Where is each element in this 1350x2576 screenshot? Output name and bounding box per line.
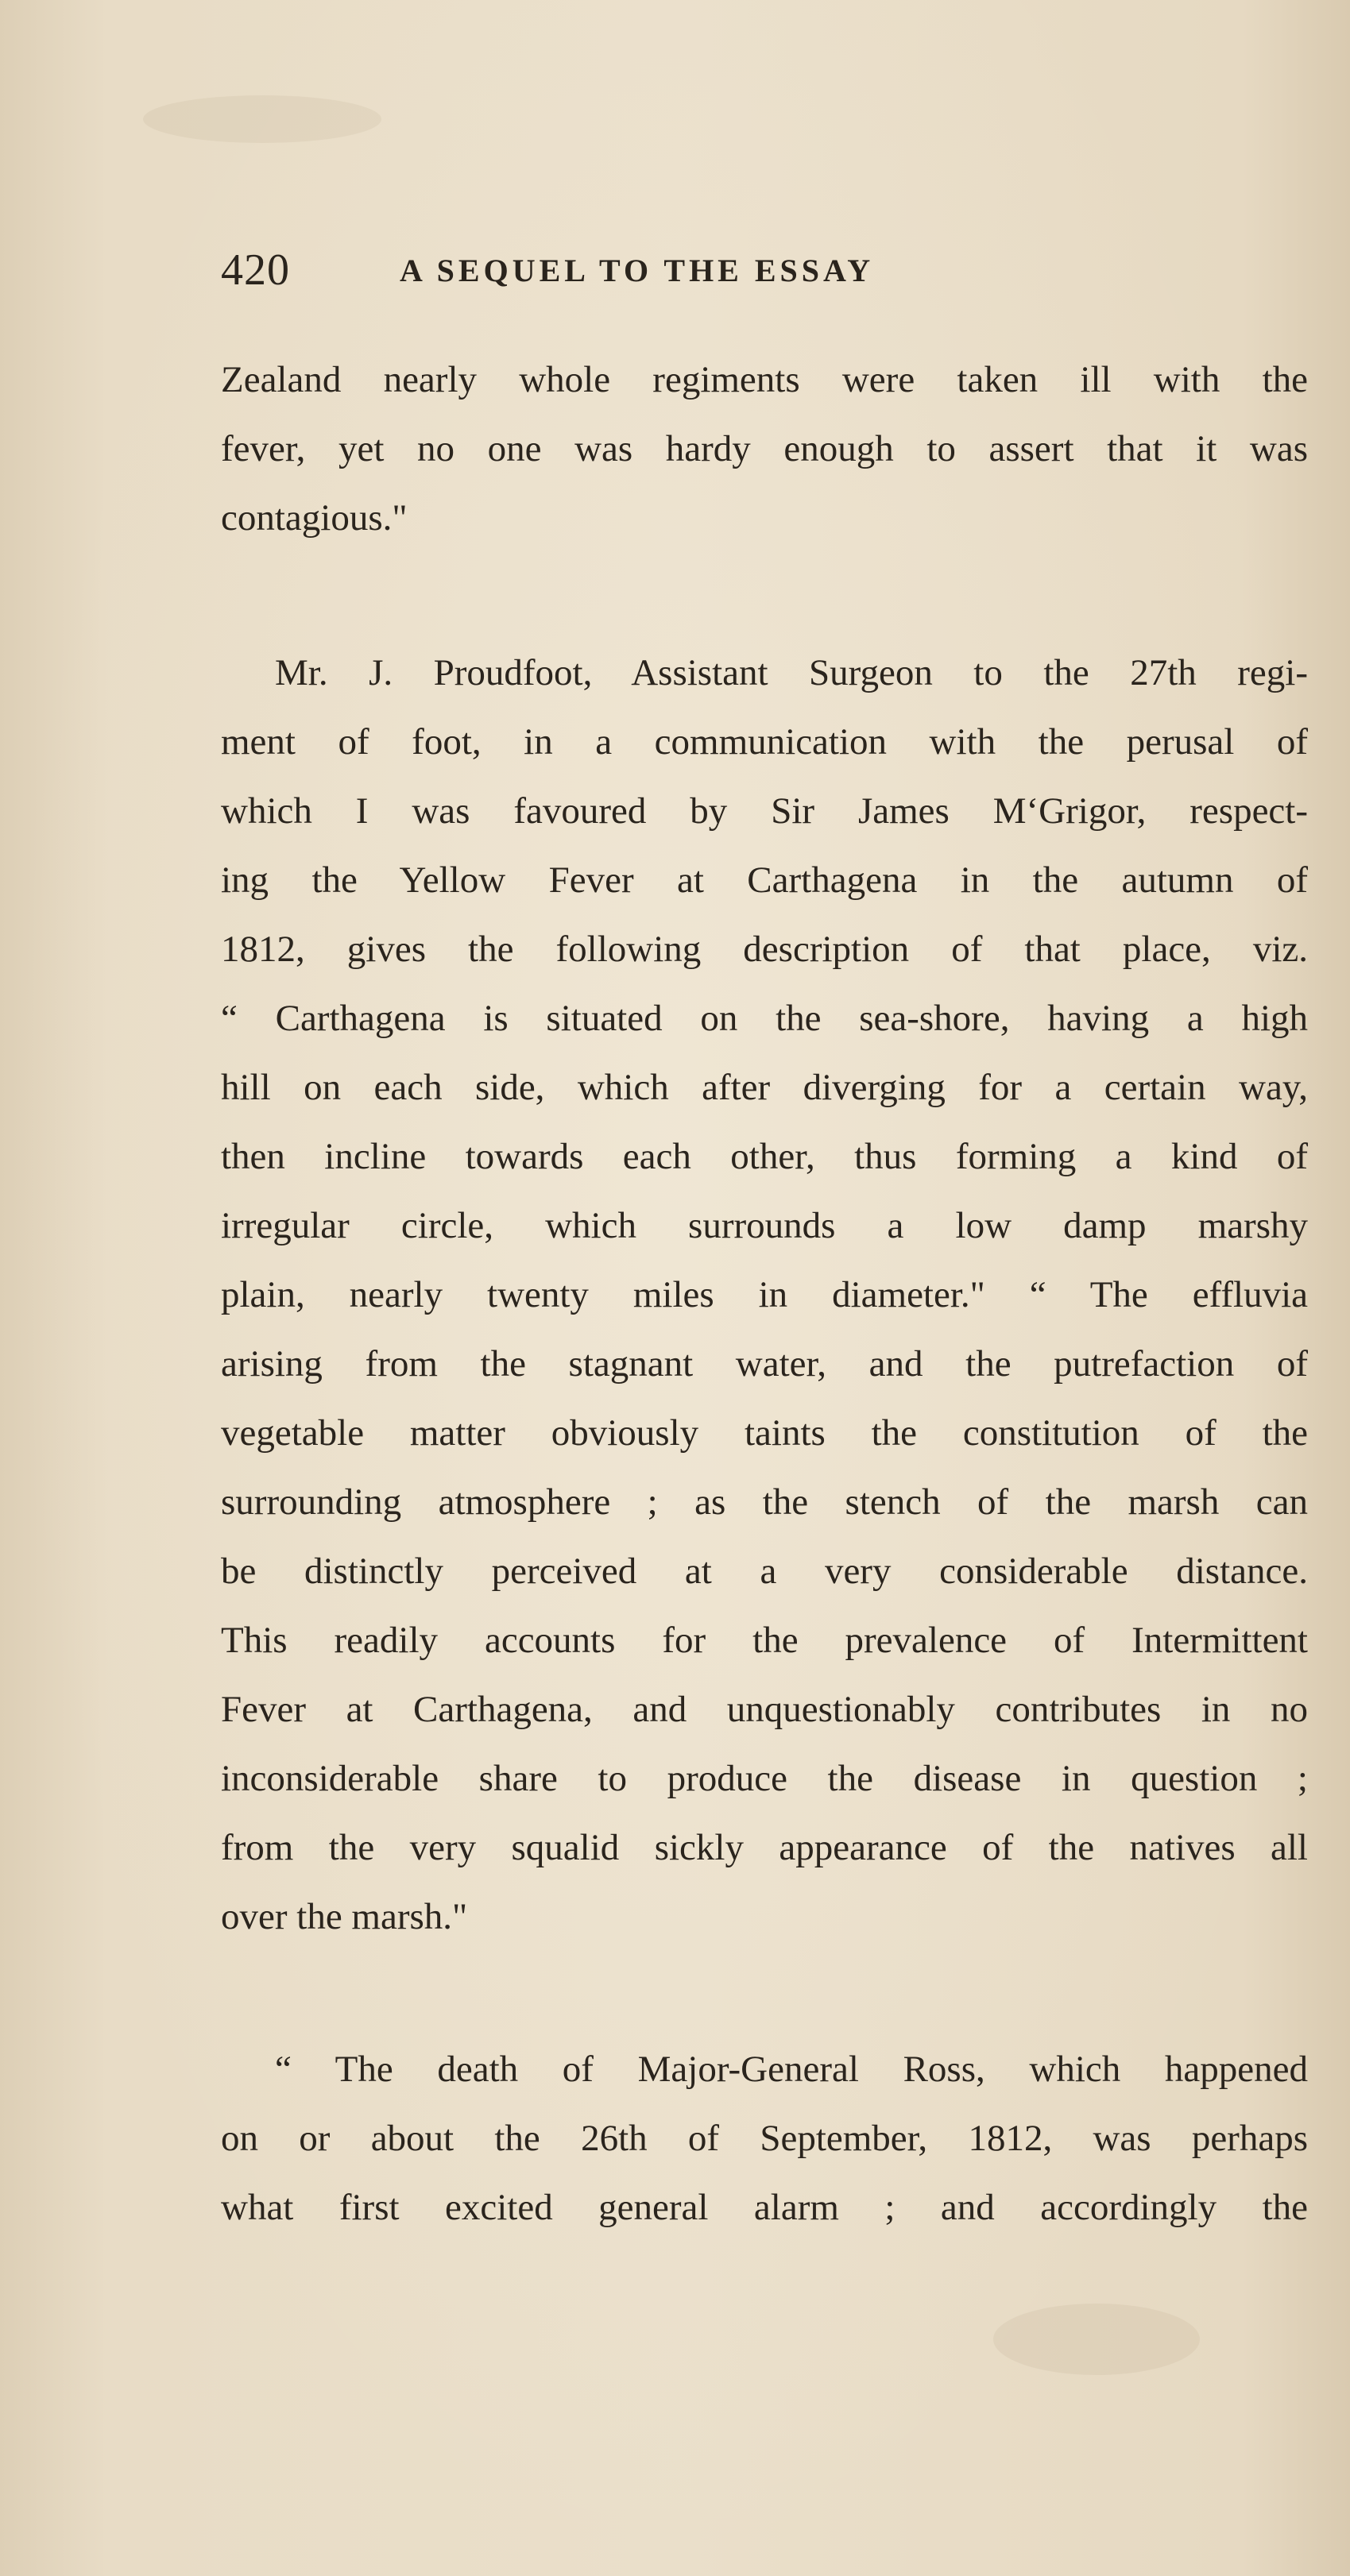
text-line: contagious."	[221, 497, 408, 539]
text-line: 1812, gives the following description of that place, viz.	[221, 929, 1308, 970]
text-line: what first excited general alarm ; and accordingly the	[221, 2187, 1308, 2228]
text-line: Mr. J. Proudfoot, Assistant Surgeon to the 27th regi-	[275, 652, 1308, 693]
text-line: surrounding atmosphere ; as the stench of the marsh can	[221, 1481, 1308, 1523]
text-line: vegetable matter obviously taints the constitution of the	[221, 1412, 1308, 1454]
text-line: Fever at Carthagena, and unquestionably contributes in no	[221, 1689, 1308, 1730]
paper-stain	[993, 2304, 1200, 2375]
body-text	[221, 346, 1308, 2242]
text-line: ing the Yellow Fever at Carthagena in the autumn of	[221, 859, 1308, 901]
text-line: inconsiderable share to produce the disease in question ;	[221, 1758, 1308, 1799]
text-line: be distinctly perceived at a very considerable distance.	[221, 1551, 1308, 1592]
paragraph-spacer	[221, 553, 1308, 639]
text-line: irregular circle, which surrounds a low damp marshy	[221, 1205, 1308, 1246]
text-line: hill on each side, which after diverging for a certain way,	[221, 1067, 1308, 1108]
text-line: ment of foot, in a communication with the perusal of	[221, 721, 1308, 763]
text-line: fever, yet no one was hardy enough to assert that it was	[221, 428, 1308, 469]
text-line: “ Carthagena is situated on the sea-shore, having a high	[221, 998, 1308, 1039]
page-number: 420	[221, 245, 290, 295]
page-header	[221, 238, 1095, 302]
text-line: then incline towards each other, thus forming a kind of	[221, 1136, 1308, 1177]
text-line: Zealand nearly whole regiments were taken ill with the	[221, 359, 1308, 400]
paragraph-spacer	[221, 1952, 1308, 2035]
paragraph-1	[221, 346, 1308, 553]
running-head: A SEQUEL TO THE ESSAY	[400, 253, 875, 288]
paper-stain	[143, 95, 381, 143]
paragraph-2	[221, 639, 1308, 1952]
text-line: over the marsh."	[221, 1896, 468, 1937]
text-line: arising from the stagnant water, and the putrefaction of	[221, 1343, 1308, 1385]
text-line: on or about the 26th of September, 1812, was perhaps	[221, 2118, 1308, 2159]
text-line: This readily accounts for the prevalence of Intermittent	[221, 1620, 1308, 1661]
text-line: which I was favoured by Sir James M‘Grigor, respect-	[221, 790, 1308, 832]
text-line: from the very squalid sickly appearance of the natives all	[221, 1827, 1308, 1868]
paragraph-3	[221, 2035, 1308, 2242]
text-line: plain, nearly twenty miles in diameter." “ The effluvia	[221, 1274, 1308, 1315]
text-line: “ The death of Major-General Ross, which happened	[275, 2049, 1308, 2090]
